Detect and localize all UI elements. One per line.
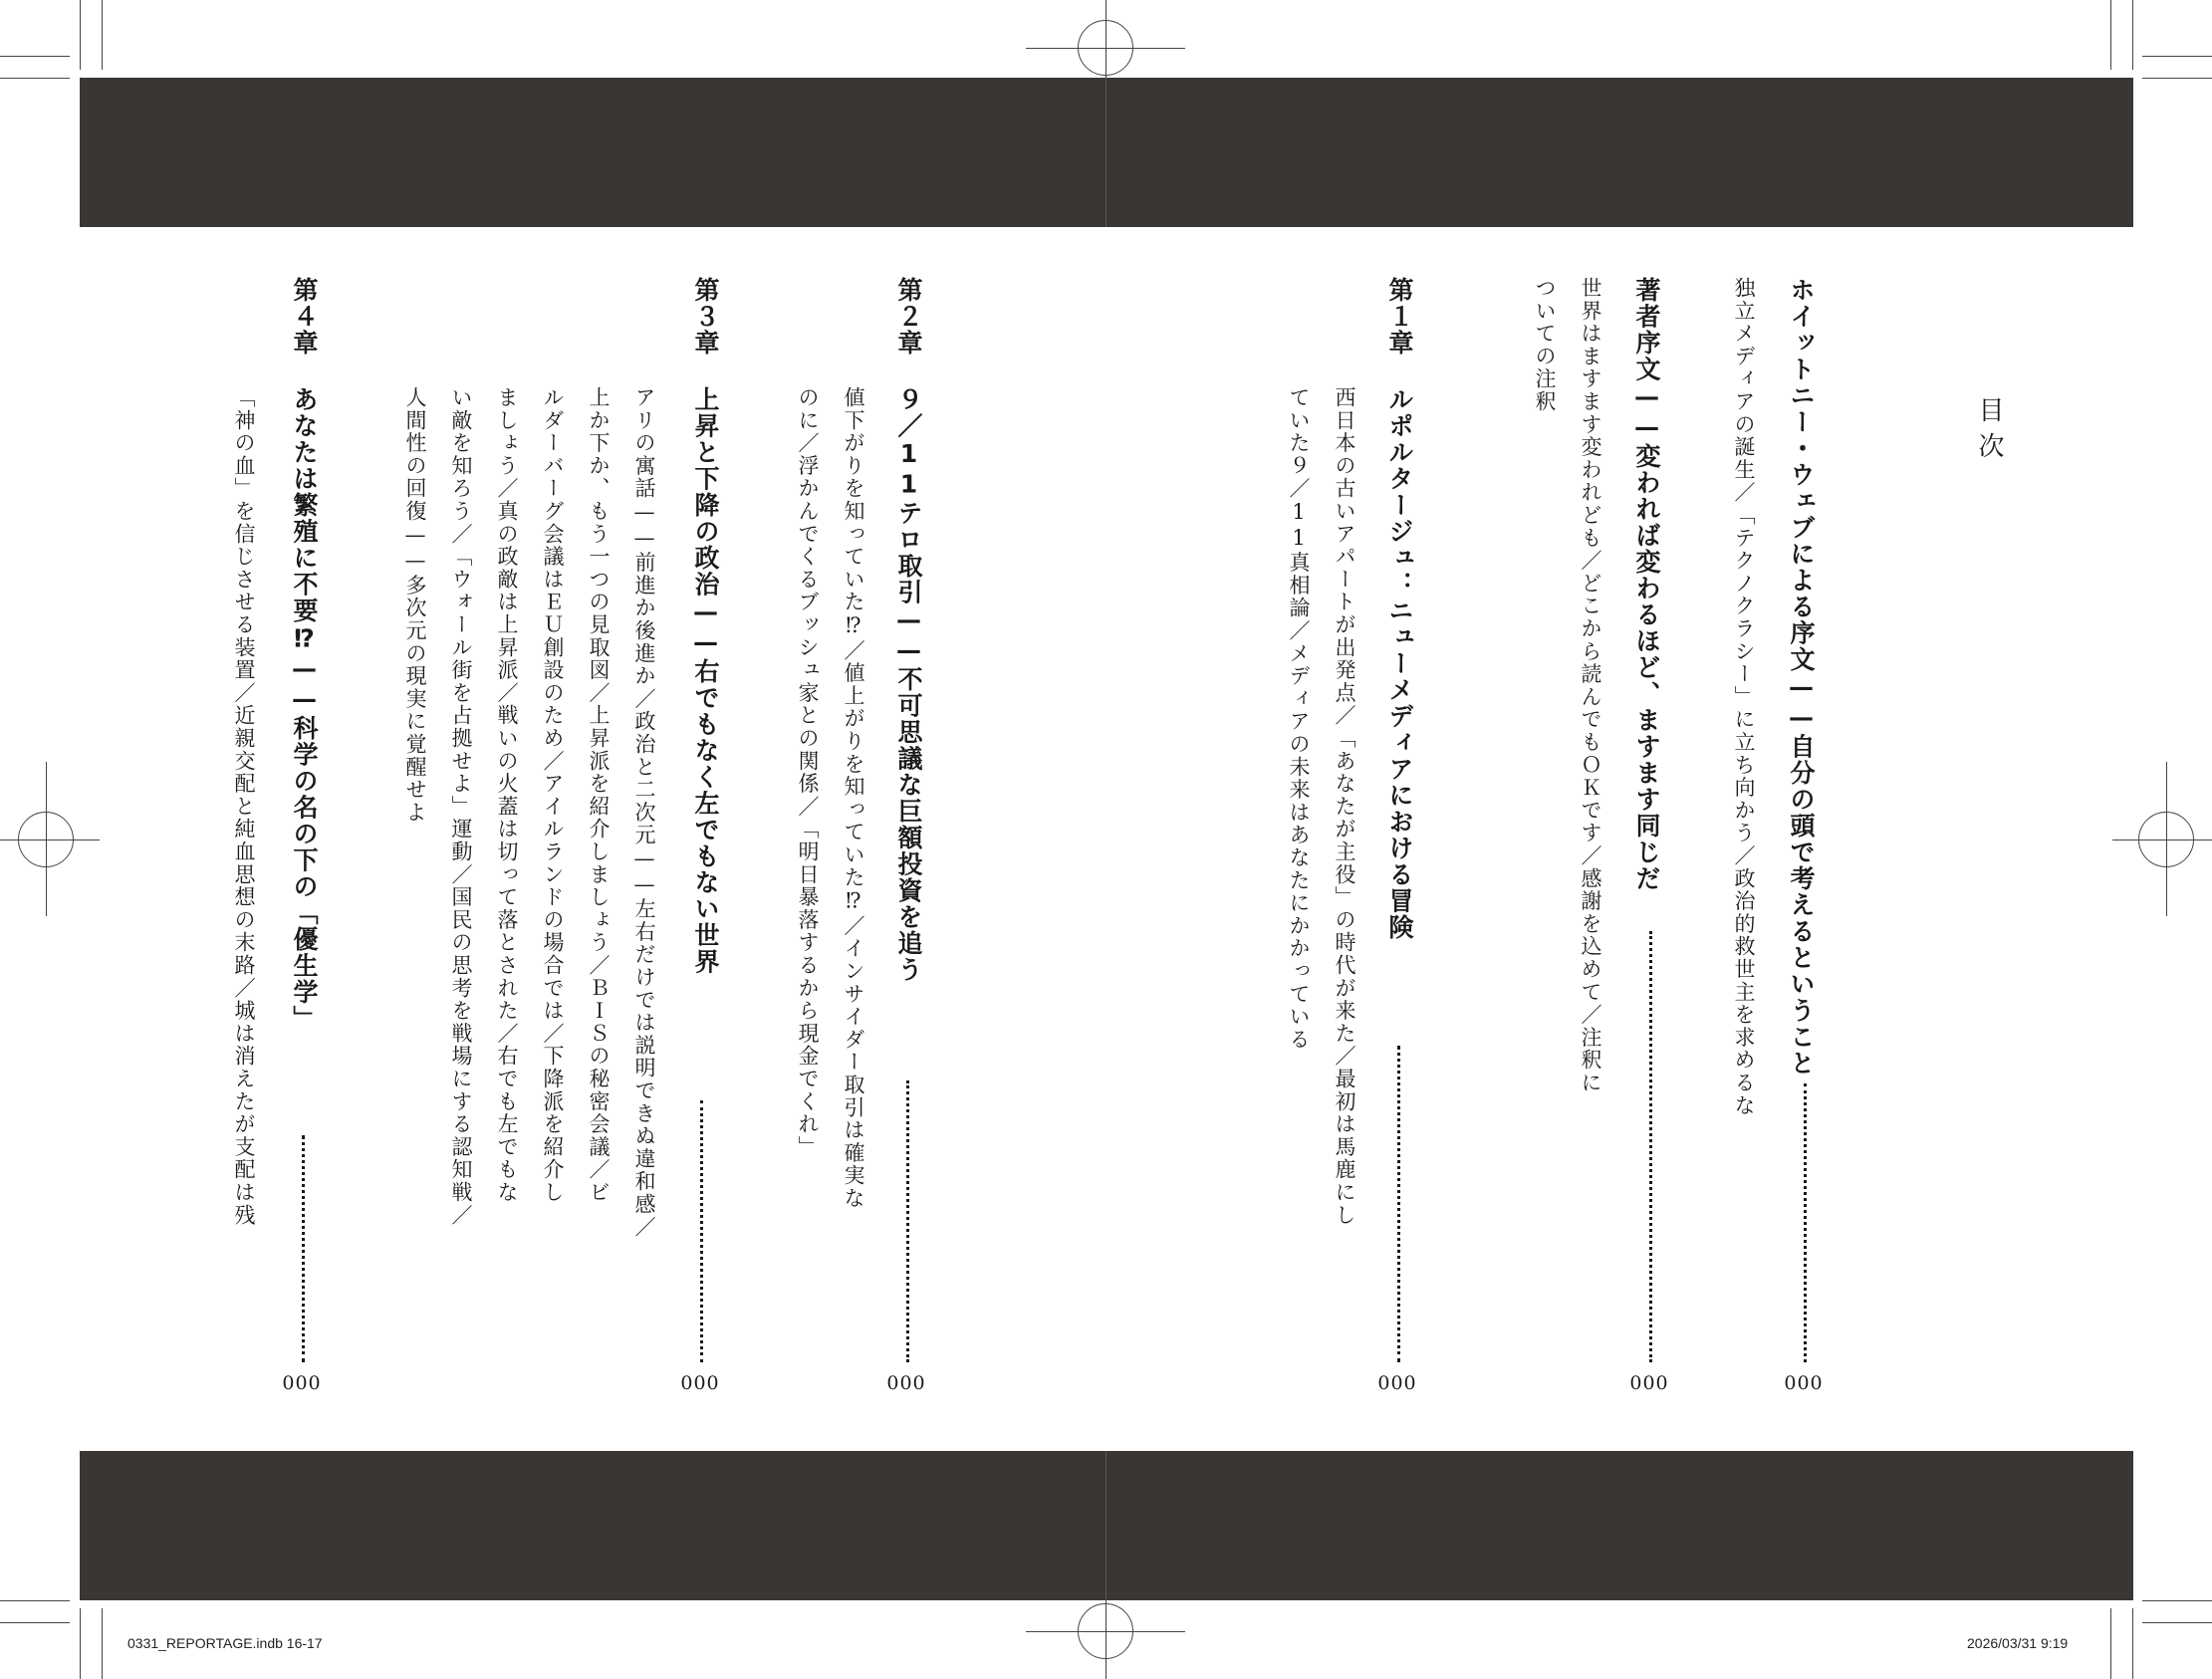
description-line: アリの寓話——前進か後進か／政治と二次元——左右だけでは説明できぬ違和感／: [632, 386, 656, 1239]
leader-dots: [1649, 931, 1652, 1362]
description-line: ついての注釈: [1533, 277, 1557, 413]
toc-title-text: 目次: [1974, 396, 2004, 468]
description-line: 世界はますます変われども／どこから読んでもＯＫです／感謝を込めて／注釈に: [1579, 277, 1602, 1094]
description-line: 人間性の回復——多次元の現実に覚醒せよ: [403, 386, 427, 825]
chapter-label: 第２章: [894, 277, 923, 357]
crop-mark: [2110, 1608, 2111, 1679]
leader-dots: [302, 1135, 305, 1362]
crop-mark: [2142, 56, 2212, 57]
page-number: 000: [1784, 1372, 1824, 1394]
crop-mark: [2132, 0, 2133, 70]
leader-dots: [1397, 1046, 1400, 1362]
entry-title: ホイットニー・ウェブによる序文——自分の頭で考えるということ: [1787, 277, 1816, 1077]
toc-entry-whitney[interactable]: [1779, 277, 1819, 1412]
chapter-label: 第１章: [1385, 277, 1414, 357]
toc-entry-preface[interactable]: [1624, 277, 1664, 1412]
entry-description: [1268, 386, 1367, 1522]
crop-mark: [0, 78, 70, 79]
crop-mark: [80, 1608, 81, 1679]
crop-mark: [0, 1622, 70, 1623]
entry-description: [1717, 277, 1767, 1412]
registration-crosshair: [46, 762, 47, 916]
page-number: 000: [680, 1372, 720, 1394]
toc-title: [1968, 396, 2008, 486]
chapter-label: 第３章: [691, 277, 720, 357]
chapter-label: 第４章: [290, 277, 319, 357]
crop-mark: [0, 56, 70, 57]
crop-mark: [102, 0, 103, 70]
crop-mark: [80, 0, 81, 70]
registration-crosshair: [2166, 762, 2167, 916]
chapter-3-title: [683, 386, 723, 1522]
slug-timestamp: 2026/03/31 9:19: [1967, 1635, 2069, 1651]
crop-mark: [102, 1608, 103, 1679]
description-line: ましょう／真の政敵は上昇派／戦いの火蓋は切って落とされた／右でも左でもな: [495, 386, 519, 1204]
entry-title: あなたは繁殖に不要⁉——科学の名の下の「優生学」: [290, 386, 319, 1032]
leader-dots: [700, 1100, 703, 1362]
crop-mark: [2142, 1600, 2212, 1601]
description-line: 「神の血」を信じさせる装置／近親交配と純血思想の末路／城は消えたが支配は残: [232, 386, 256, 1227]
description-line: 値下がりを知っていた⁉／値上がりを知っていた⁉／インサイダー取引は確実な: [842, 386, 865, 1210]
entry-title: ルポルタージュ：ニューメディアにおける冒険: [1385, 386, 1414, 941]
entry-title: ９／11テロ取引——不可思議な巨額投資を追う: [894, 386, 923, 983]
crop-mark: [2142, 1622, 2212, 1623]
header-band: [80, 78, 2133, 227]
description-line: ていた９／11真相論／メディアの未来はあなたにかかっている: [1287, 386, 1311, 1052]
entry-description: [378, 386, 667, 1522]
description-line: 西日本の古いアパートが出発点／「あなたが主役」の時代が来た／最初は馬鹿にし: [1333, 386, 1356, 1227]
entry-description: [777, 386, 876, 1522]
description-line: ルダーバーグ会議はＥＵ創設のため／アイルランドの場合では／下降派を紹介し: [541, 386, 565, 1204]
entry-title: 上昇と下降の政治——右でもなく左でもない世界: [691, 386, 720, 975]
leader-dots: [1804, 1083, 1807, 1362]
entry-title: 著者序文——変われば変わるほど、ますます同じだ: [1632, 277, 1661, 892]
page-number: 000: [1629, 1372, 1669, 1394]
entry-description: [217, 386, 267, 1522]
description-line: のに／浮かんでくるブッシュ家との関係／「明日暴落するから現金でくれ」: [796, 386, 820, 1159]
description-line: 上か下か、もう一つの見取図／上昇派を紹介しましょう／ＢＩＳの秘密会議／ビ: [587, 386, 611, 1204]
page-number: 000: [886, 1372, 926, 1394]
crop-mark: [2142, 78, 2212, 79]
crop-mark: [2110, 0, 2111, 70]
slug-filename: 0331_REPORTAGE.indb 16-17: [127, 1635, 323, 1651]
entry-description: [1514, 277, 1613, 1412]
crop-mark: [2132, 1608, 2133, 1679]
leader-dots: [906, 1080, 909, 1362]
description-line: い敵を知ろう／「ウォール街を占拠せよ」運動／国民の思考を戦場にする認知戦／: [449, 386, 473, 1227]
page-number: 000: [282, 1372, 322, 1394]
description-line: 独立メディアの誕生／「テクノクラシー」に立ち向かう／政治的救世主を求めるな: [1732, 277, 1756, 1117]
page-number: 000: [1377, 1372, 1417, 1394]
crop-mark: [0, 1600, 70, 1601]
